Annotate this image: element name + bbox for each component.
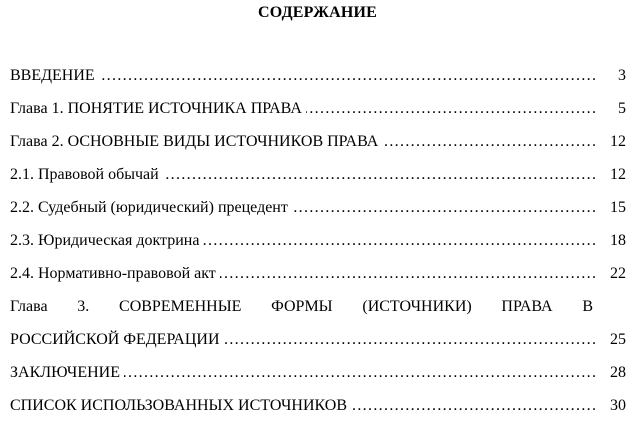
toc-entry-chapter-3-line-1 xyxy=(10,297,626,330)
toc-entry-section-2-4 xyxy=(10,264,626,297)
toc-entry-page: 5 xyxy=(614,99,626,119)
toc-entry-label: Глава 2. ОСНОВНЫЕ ВИДЫ ИСТОЧНИКОВ ПРАВА xyxy=(10,132,382,152)
toc-entry-label: СПИСОК ИСПОЛЬЗОВАННЫХ ИСТОЧНИКОВ xyxy=(10,396,351,416)
toc-entry-page: 12 xyxy=(606,165,626,185)
toc-entry-label: Глава 3. СОВРЕМЕННЫЕ ФОРМЫ (ИСТОЧНИКИ) ПРАВА В xyxy=(10,298,593,315)
toc-entry-section-2-3 xyxy=(10,231,626,264)
toc-title: СОДЕРЖАНИЕ xyxy=(257,4,378,21)
spellcheck-underline xyxy=(554,182,596,185)
spellcheck-underline xyxy=(554,215,596,218)
toc-entry-page: 18 xyxy=(606,231,626,251)
spellcheck-underline xyxy=(554,347,596,350)
toc-entry-page: 28 xyxy=(606,363,626,383)
toc-entry-chapter-2 xyxy=(10,132,626,165)
table-of-contents xyxy=(10,66,626,429)
toc-entry-label: 2.2. Судебный (юридический) прецедент xyxy=(10,198,292,218)
toc-entry-chapter-1 xyxy=(10,99,626,132)
toc-entry-conclusion xyxy=(10,363,626,396)
toc-entry-label: ЗАКЛЮЧЕНИЕ xyxy=(10,363,124,383)
toc-entry-section-2-1 xyxy=(10,165,626,198)
toc-entry-label: 2.3. Юридическая доктрина xyxy=(10,231,203,251)
spellcheck-underline xyxy=(554,149,596,152)
toc-entry-label: 2.4. Нормативно-правовой акт xyxy=(10,264,220,284)
toc-entry-chapter-3-line-2 xyxy=(10,330,626,363)
toc-entry-page: 15 xyxy=(606,198,626,218)
spellcheck-underline xyxy=(554,413,596,416)
toc-entry-label: РОССИЙСКОЙ ФЕДЕРАЦИИ xyxy=(10,330,224,350)
toc-entry-introduction xyxy=(10,66,626,99)
toc-entry-page: 30 xyxy=(606,396,626,416)
toc-entry-label: Глава 1. ПОНЯТИЕ ИСТОЧНИКА ПРАВА xyxy=(10,99,306,119)
toc-entry-page: 3 xyxy=(614,66,626,86)
toc-entry-page: 12 xyxy=(606,132,626,152)
toc-entry-page: 22 xyxy=(606,264,626,284)
toc-entry-page: 25 xyxy=(606,330,626,350)
spellcheck-underline xyxy=(554,116,596,119)
toc-entry-label: ВВЕДЕНИЕ xyxy=(10,66,99,86)
toc-entry-references xyxy=(10,396,626,429)
toc-entry-label: 2.1. Правовой обычай xyxy=(10,165,163,185)
toc-entry-section-2-2 xyxy=(10,198,626,231)
spellcheck-underline xyxy=(554,83,596,86)
